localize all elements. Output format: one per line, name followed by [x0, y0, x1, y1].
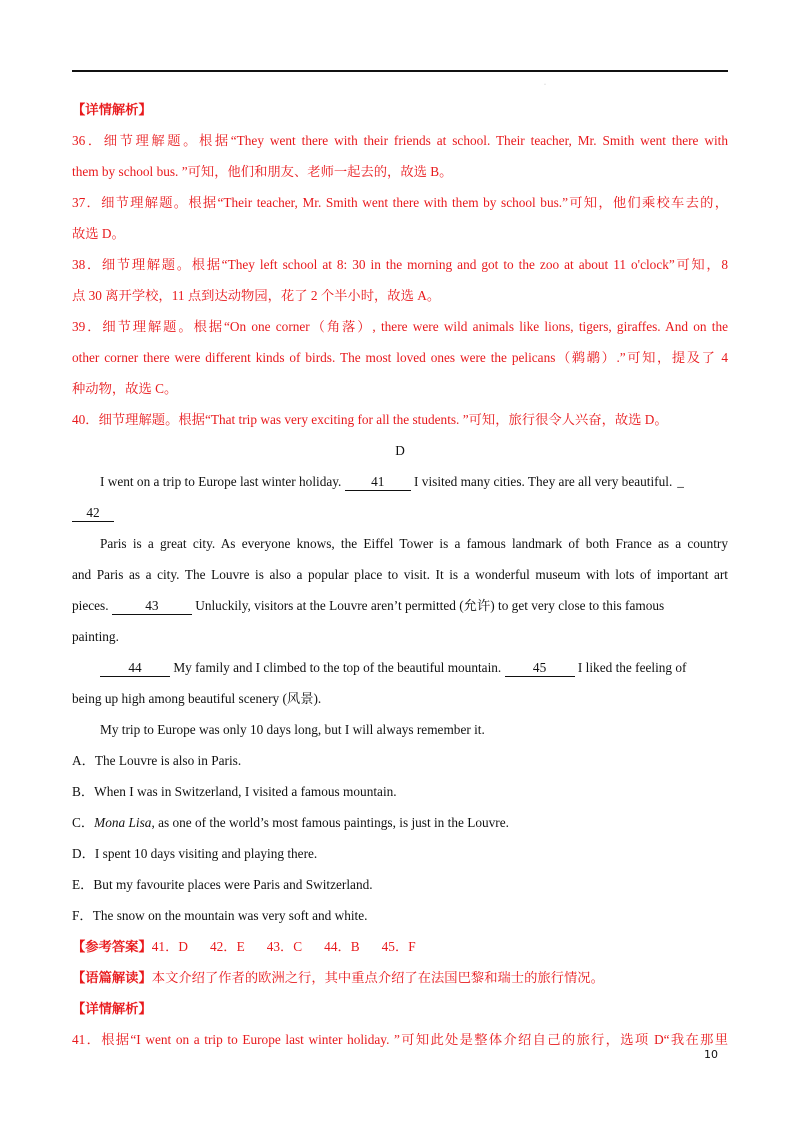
answer-label: 【参考答案】 [72, 939, 152, 954]
option-a [72, 745, 728, 776]
option-b [72, 776, 728, 807]
blank-41: 41 [345, 474, 411, 491]
passage-text: My family and I climbed to the top of the beautiful mountain. [173, 660, 502, 675]
blank-42-start: _ [677, 474, 684, 489]
explanation-36-line2: them by school bus. ”可知，他们和朋友、老师一起去的，故选 B。 [72, 164, 453, 179]
option-letter: C． [72, 815, 95, 830]
detail-heading-2: 【详情解析】 [72, 1001, 152, 1016]
document-body [72, 94, 728, 1055]
blank-43: 43 [112, 598, 192, 615]
option-letter: E． [72, 877, 94, 892]
passage-para1-line1 [72, 466, 728, 497]
option-letter: D． [72, 846, 95, 861]
option-d [72, 838, 728, 869]
passage-para2-line2: and Paris as a city. The Louvre is also a popular place to visit. It is a wonderful museum with lots of important art [72, 567, 728, 582]
answer-42: 42．E [209, 939, 245, 954]
passage-para2-line1: Paris is a great city. As everyone knows, the Eiffel Tower is a famous landmark of both France as a country [100, 536, 728, 551]
explanation-36-line1: 36．细节理解题。根据“They went there with their friends at school. Their teacher, Mr. Smith went there with [72, 133, 728, 148]
passage-text: I visited many cities. They are all very beautiful. [414, 474, 673, 489]
passage-para1-line2 [72, 497, 728, 528]
analysis-text: 本文介绍了作者的欧洲之行，其中重点介绍了在法国巴黎和瑞士的旅行情况。 [151, 970, 604, 985]
passage-text: I went on a trip to Europe last winter holiday. [100, 474, 342, 489]
option-text: I spent 10 days visiting and playing there. [94, 846, 318, 861]
option-e [72, 869, 728, 900]
answer-key [72, 931, 728, 962]
option-letter: A． [72, 753, 95, 768]
option-text: When I was in Switzerland, I visited a famous mountain. [94, 784, 397, 799]
explanation-38-line2: 点 30 离开学校，11 点到达动物园，花了 2 个半小时，故选 A。 [72, 288, 441, 303]
passage-para4: My trip to Europe was only 10 days long, but I will always remember it. [100, 722, 485, 737]
option-text: , as one of the world’s most famous paintings, is just in the Louvre. [151, 815, 509, 830]
answer-41: 41．D [151, 939, 188, 954]
answer-43: 43．C [266, 939, 303, 954]
passage-text: I liked the feeling of [577, 660, 687, 675]
explanation-37-line2: 故选 D。 [72, 226, 125, 241]
passage-text: pieces. [72, 598, 109, 613]
header-rule [72, 70, 728, 72]
blank-44: 44 [100, 660, 170, 677]
passage-para2-line3 [72, 590, 728, 621]
option-f [72, 900, 728, 931]
option-letter: F． [72, 908, 93, 923]
option-letter: B． [72, 784, 95, 799]
analysis-label: 【语篇解读】 [72, 970, 152, 985]
explanation-37-line1: 37．细节理解题。根据“Their teacher, Mr. Smith went there with them by school bus.”可知，他们乘校车去的， [72, 195, 728, 210]
option-text: But my favourite places were Paris and Switzerland. [93, 877, 373, 892]
blank-45: 45 [505, 660, 575, 677]
passage-para3-line1 [72, 652, 728, 683]
explanation-38-line1: 38．细节理解题。根据“They left school at 8: 30 in the morning and got to the zoo at about 11 o'clock”可知，8 [72, 257, 728, 272]
detail-heading: 【详情解析】 [72, 102, 152, 117]
header-dot: · [544, 82, 546, 88]
option-text: The snow on the mountain was very soft and white. [92, 908, 368, 923]
page-number: 10 [704, 1048, 718, 1061]
explanation-39-line1: 39．细节理解题。根据“On one corner（角落）, there were wild animals like lions, tigers, giraffes. And on the [72, 319, 728, 334]
section-letter: D [395, 443, 405, 458]
passage-analysis [72, 962, 728, 993]
explanation-39-line2: other corner there were different kinds of birds. The most loved ones were the pelicans（鹈鹕）.”可知，提及了 4 [72, 350, 728, 365]
passage-para2-line4: painting. [72, 629, 119, 644]
blank-42: 42 [72, 505, 114, 522]
explanation-39-line3: 种动物，故选 C。 [72, 381, 178, 396]
answer-44: 44．B [324, 939, 360, 954]
answer-45: 45．F [381, 939, 416, 954]
explanation-40-line1: 40．细节理解题。根据“That trip was very exciting for all the students. ”可知，旅行很令人兴奋，故选 D。 [72, 412, 668, 427]
passage-para3-line2: being up high among beautiful scenery (风景). [72, 691, 322, 706]
option-c [72, 807, 728, 838]
explanation-41-line1: 41．根据“I went on a trip to Europe last winter holiday. ”可知此处是整体介绍自己的旅行，选项 D“我在那里 [72, 1032, 728, 1047]
passage-text: Unluckily, visitors at the Louvre aren’t permitted (允许) to get very close to this famous [195, 598, 665, 613]
option-italic-title: Mona Lisa [94, 815, 152, 830]
option-text: The Louvre is also in Paris. [94, 753, 242, 768]
